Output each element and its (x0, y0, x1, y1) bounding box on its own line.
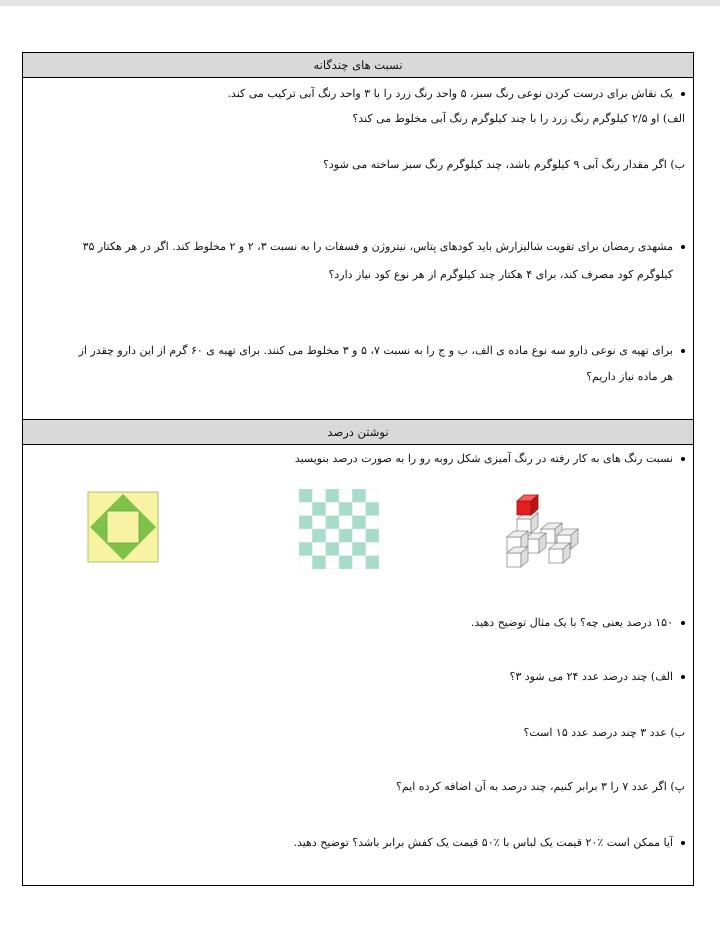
checker-cell (326, 542, 339, 555)
checker-cell (352, 489, 365, 502)
checker-cell (312, 516, 325, 529)
red-cube (517, 495, 538, 515)
question-percent-a: الف) چند درصد عدد ۲۴ می شود ۳؟ (510, 669, 685, 685)
checker-cell (366, 516, 379, 529)
section-title: نسبت های چندگانه (313, 58, 403, 72)
worksheet (22, 52, 694, 886)
question-percent-b: ب) عدد ۳ چند درصد عدد ۱۵ است؟ (523, 726, 685, 739)
section-header-percent (23, 419, 693, 445)
checker-cell (352, 556, 365, 569)
top-edge (0, 0, 720, 6)
checker-cell (299, 556, 312, 569)
checker-cell (299, 529, 312, 542)
checker-cell (326, 529, 339, 542)
checker-cell (339, 516, 352, 529)
checker-cell (312, 502, 325, 515)
checker-cell (352, 516, 365, 529)
bullet-icon (681, 621, 685, 625)
question-paint: یک نقاش برای درست کردن نوعی رنگ سبز، ۵ واحد رنگ زرد را با ۳ واحد رنگ آبی ترکیب می کند. (227, 86, 685, 102)
question-color-percent: نسبت رنگ های به کار رفته در رنگ آمیزی شکل روبه رو را به صورت درصد بنویسید (295, 451, 685, 467)
inner-square (107, 511, 139, 543)
checker-cell (366, 542, 379, 555)
cube (549, 543, 570, 563)
checker-cell (299, 542, 312, 555)
checker-cell (299, 516, 312, 529)
question-clothes-shoes: آیا ممکن است ٪۲۰ قیمت یک لباس با ٪۵۰ قیمت یک کفش برابر باشد؟ توضیح دهید. (293, 835, 685, 851)
checker-cell (366, 489, 379, 502)
question-fertilizer-line1: مشهدی رمضان برای تقویت شالیزارش باید کودهای پتاس، نیتروژن و فسفات را به نسبت ۳، ۲ و ۲ مخلوط کند. اگر در هر هکتار ۳۵ (83, 239, 685, 255)
bullet-icon (681, 245, 685, 249)
checker-cell (366, 529, 379, 542)
checker-cell (352, 502, 365, 515)
cube-stack-figure (499, 489, 583, 577)
checker-cell (366, 502, 379, 515)
question-paint-b: ب) اگر مقدار رنگ آبی ۹ کیلوگرم باشد، چند کیلوگرم رنگ سبز ساخته می شود؟ (323, 158, 685, 171)
checker-cell (326, 489, 339, 502)
bullet-icon (681, 457, 685, 461)
checkerboard-figure (299, 489, 379, 569)
section-title: نوشتن درصد (327, 425, 389, 439)
checker-cell (339, 529, 352, 542)
checker-cell (299, 502, 312, 515)
checker-cell (326, 516, 339, 529)
checker-cell (352, 529, 365, 542)
checker-cell (339, 542, 352, 555)
bullet-icon (681, 349, 685, 353)
question-fertilizer-line2: کیلوگرم کود مصرف کند، برای ۴ هکتار چند کیلوگرم از هر نوع کود نیاز دارد؟ (328, 268, 673, 281)
cube (507, 547, 528, 567)
question-150-percent: ۱۵۰ درصد یعنی چه؟ با یک مثال توضیح دهید. (471, 615, 685, 631)
bullet-icon (681, 841, 685, 845)
question-paint-a: الف) او ۲/۵ کیلوگرم رنگ زرد را با چند کیلوگرم رنگ آبی مخلوط می کند؟ (352, 112, 685, 125)
checker-cell (366, 556, 379, 569)
checker-cell (312, 489, 325, 502)
checker-cell (352, 542, 365, 555)
checker-cell (339, 556, 352, 569)
checker-cell (339, 489, 352, 502)
bullet-icon (681, 92, 685, 96)
bullet-icon (681, 675, 685, 679)
checker-cell (339, 502, 352, 515)
checker-cell (312, 542, 325, 555)
diamond-square-figure (87, 491, 159, 563)
question-medicine-line2: هر ماده نیاز داریم؟ (586, 370, 673, 383)
section-header-ratios (23, 53, 693, 78)
checker-cell (299, 489, 312, 502)
cube (517, 513, 538, 533)
checker-cell (326, 556, 339, 569)
question-medicine-line1: برای تهیه ی نوعی دارو سه نوع ماده ی الف، ب و ج را به نسبت ۷، ۵ و ۳ مخلوط می کنند. برای تهیه ی ۶۰ گرم از این دارو چقدر از (79, 343, 685, 359)
checker-cell (312, 556, 325, 569)
checker-cell (326, 502, 339, 515)
checker-cell (312, 529, 325, 542)
question-percent-c: پ) اگر عدد ۷ را ۳ برابر کنیم، چند درصد به آن اضافه کرده ایم؟ (396, 780, 685, 793)
